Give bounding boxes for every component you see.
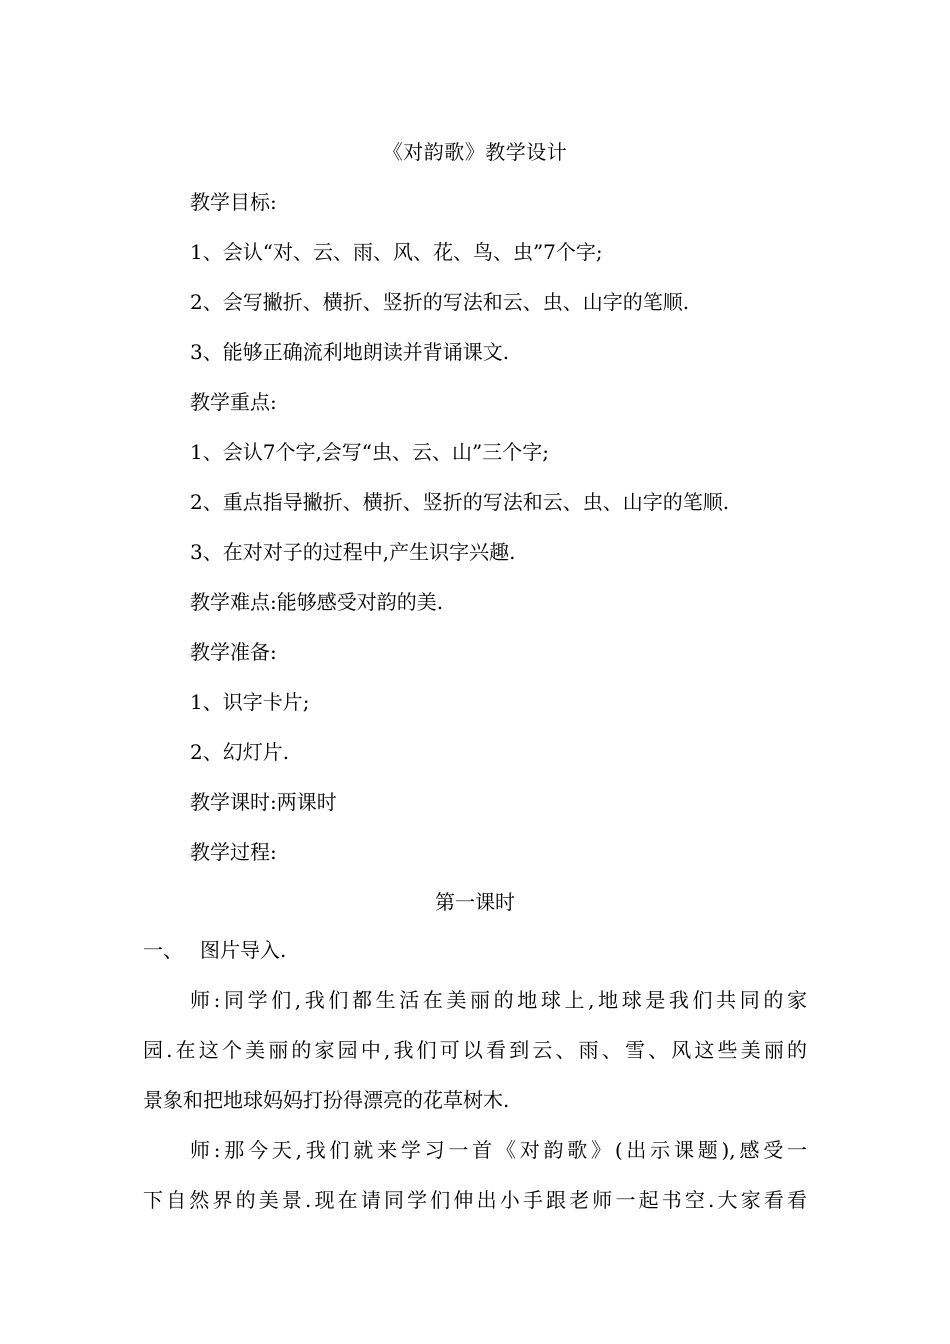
key-point-item: 3、在对对子的过程中,产生识字兴趣. [190, 540, 516, 564]
key-point-item: 2、重点指导撇折、横折、竖折的写法和云、虫、山字的笔顺. [190, 490, 730, 514]
difficulty-line: 教学难点:能够感受对韵的美. [190, 590, 444, 614]
key-points-heading: 教学重点: [190, 390, 277, 414]
objectives-heading: 教学目标: [190, 190, 277, 214]
preparation-item: 2、幻灯片. [190, 740, 290, 764]
paragraph-line: 景象和把地球妈妈打扮得漂亮的花草树木. [143, 1088, 510, 1112]
periods-line: 教学课时:两课时 [190, 790, 337, 814]
objective-item: 2、会写撇折、横折、竖折的写法和云、虫、山字的笔顺. [190, 290, 690, 314]
section-title: 图片导入. [200, 938, 287, 962]
key-point-item: 1、会认7个字,会写“虫、云、山”三个字; [190, 440, 549, 464]
paragraph-line: 师:同学们,我们都生活在美丽的地球上,地球是我们共同的家 [190, 988, 807, 1012]
section-number: 一、 [143, 938, 183, 962]
process-heading: 教学过程: [190, 840, 277, 864]
paragraph-line: 师:那今天,我们就来学习一首《对韵歌》(出示课题),感受一 [190, 1138, 807, 1162]
preparation-item: 1、识字卡片; [190, 690, 310, 714]
paragraph-line: 下自然界的美景.现在请同学们伸出小手跟老师一起书空.大家看看 [143, 1188, 807, 1212]
objective-item: 3、能够正确流利地朗读并背诵课文. [190, 340, 510, 364]
paragraph-line: 园.在这个美丽的家园中,我们可以看到云、雨、雪、风这些美丽的 [143, 1038, 807, 1062]
objective-item: 1、会认“对、云、雨、风、花、鸟、虫”7个字; [190, 240, 603, 264]
preparation-heading: 教学准备: [190, 640, 277, 664]
document-title: 《对韵歌》教学设计 [382, 140, 568, 164]
lesson-title: 第一课时 [435, 890, 515, 914]
section-heading [143, 935, 286, 965]
